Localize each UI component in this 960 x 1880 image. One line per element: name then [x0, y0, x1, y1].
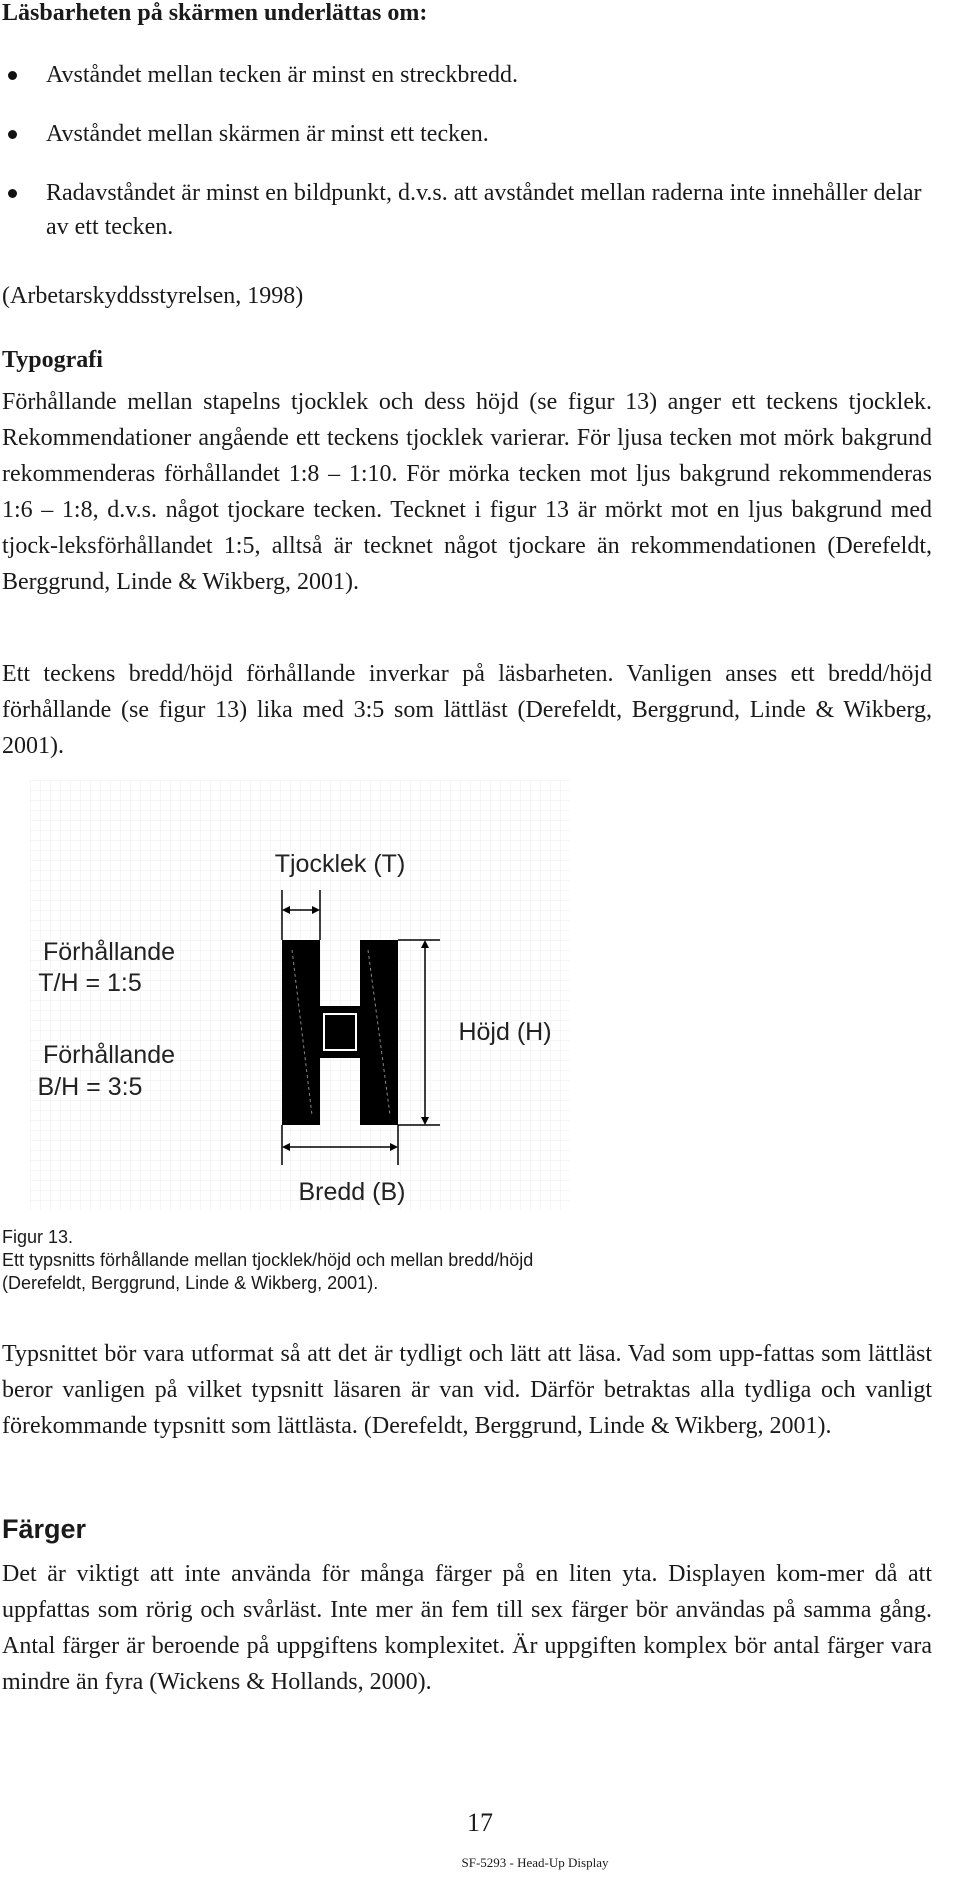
bullet-item-2: Avståndet mellan skärmen är minst ett tecken. — [2, 117, 932, 151]
readability-heading: Läsbarheten på skärmen underlättas om: — [2, 0, 428, 26]
readability-source: (Arbetarskyddsstyrelsen, 1998) — [2, 283, 304, 309]
h-center-square — [324, 1014, 356, 1050]
bullet-dot-icon — [8, 189, 17, 198]
typography-paragraph-2: Ett teckens bredd/höjd förhållande inverkar på läsbarheten. Vanligen anses ett bredd/höjd förhållande (se figur 13) lika med 3:5 som lättläst (Derefeldt, Berggrund, Linde & Wikberg, 2001). — [2, 661, 932, 759]
thickness-label: Tjocklek (T) — [274, 850, 406, 878]
typography-paragraph-1: Förhållande mellan stapelns tjocklek och dess höjd (se figur 13) anger ett teckens tjocklek. Rekommendationer angående ett teckens tjocklek varierar. För ljusa tecken mot mörk bakgrund rekommenderas förhållandet 1:8 – 1:10. För mörka tecken mot ljus bakgrund rekommenderas 1:6 – 1:8, d.v.s. något tjockare tecken. Tecknet i figur 13 är mörkt mot en ljus bakgrund med tjock-leksförhållandet 1:5, alltså är tecknet något tjockare än rekommendationen (Derefeldt, Berggrund, Linde & Wikberg, 2001). — [2, 389, 932, 595]
bullet-dot-icon — [8, 130, 17, 139]
bullet-item-3: Radavståndet är minst en bildpunkt, d.v.s. att avståndet mellan raderna inte innehåller delar av ett tecken. — [2, 176, 932, 244]
caption-title: Figur 13. — [2, 1227, 74, 1247]
page-footer: SF-5293 - Head-Up Display — [461, 1855, 609, 1870]
caption-line-2: (Derefeldt, Berggrund, Linde & Wikberg, 2001). — [2, 1273, 379, 1293]
typeface-paragraph: Typsnittet bör vara utformat så att det är tydligt och lätt att läsa. Vad som upp-fattas som lättläst beror vanligen på vilket typsnitt läsaren är van vid. Därför betraktas alla tydliga och vanligt förekommande typsnitt som lättlästa. (Derefeldt, Berggrund, Linde & Wikberg, 2001). — [2, 1341, 932, 1439]
typography-heading: Typografi — [2, 347, 103, 373]
ratio2-value: B/H = 3:5 — [37, 1073, 143, 1101]
bullet-dot-icon — [8, 71, 17, 80]
figure-13 — [30, 780, 590, 1220]
bullet-item-1: Avståndet mellan tecken är minst en streckbredd. — [2, 58, 932, 92]
width-label: Bredd (B) — [298, 1178, 406, 1206]
caption-line-1: Ett typsnitts förhållande mellan tjocklek/höjd och mellan bredd/höjd — [2, 1250, 534, 1270]
colors-heading: Färger — [2, 1514, 87, 1544]
height-label: Höjd (H) — [458, 1018, 552, 1046]
letter-proportion-diagram — [30, 780, 590, 1220]
ratio1-title: Förhållande — [42, 938, 176, 966]
readability-bullet-list — [2, 58, 932, 269]
colors-paragraph: Det är viktigt att inte använda för många färger på en liten yta. Displayen kom-mer då att uppfattas som rörig och svårläst. Inte mer än fem till sex färger bör användas på samma gång. Antal färger är beroende på uppgiftens komplexitet. Är uppgiften komplex bör antal färger vara mindre än fyra (Wickens & Hollands, 2000). — [2, 1561, 932, 1695]
ratio2-title: Förhållande — [42, 1041, 176, 1069]
h-right-stem — [360, 940, 398, 1125]
page-number: 17 — [467, 1808, 493, 1837]
h-left-stem — [282, 940, 320, 1125]
figure-caption — [2, 1226, 702, 1295]
ratio1-value: T/H = 1:5 — [38, 969, 142, 997]
